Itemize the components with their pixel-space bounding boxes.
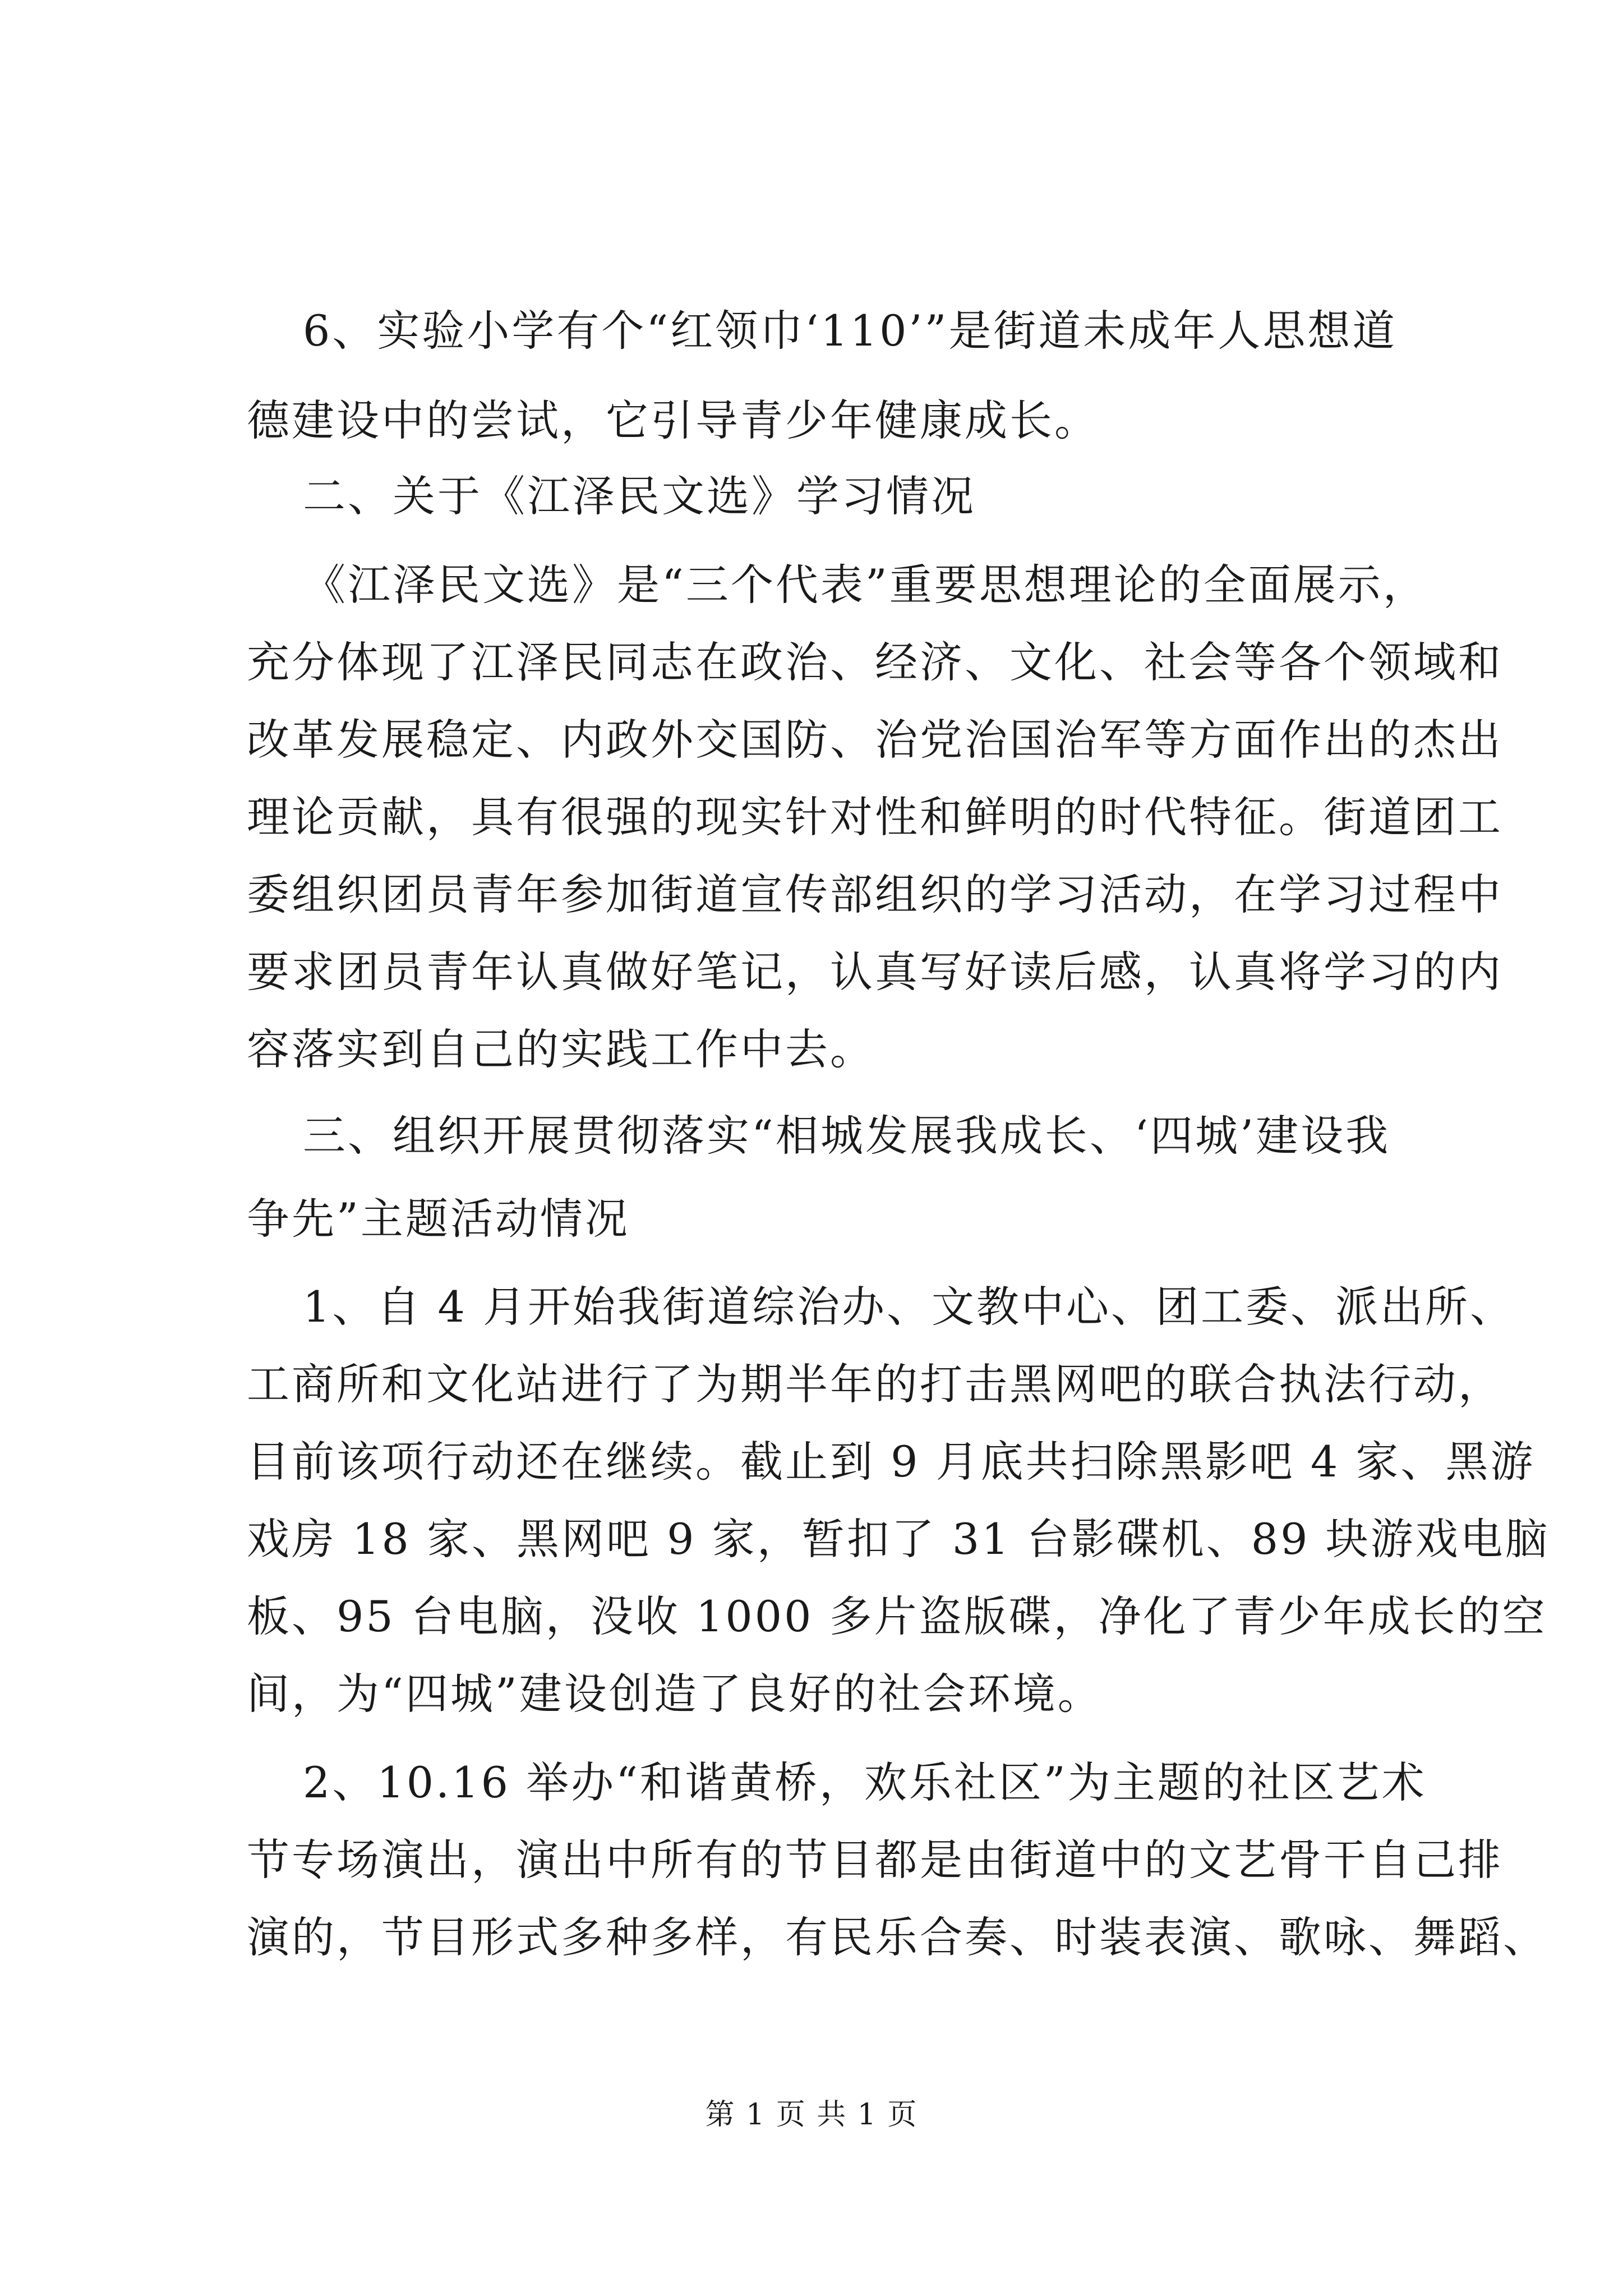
text-line: 戏房 18 家、黑网吧 9 家，暂扣了 31 台影碟机、89 块游戏电脑 (247, 1514, 1550, 1564)
text-line: 节专场演出，演出中所有的节目都是由街道中的文艺骨干自己排 (247, 1835, 1503, 1885)
text-line: 充分体现了江泽民同志在政治、经济、文化、社会等各个领域和 (247, 637, 1503, 687)
text-line: 演的，节目形式多种多样，有民乐合奏、时装表演、歌咏、舞蹈、 (247, 1912, 1548, 1962)
page-footer: 第 1 页 共 1 页 (705, 2098, 918, 2132)
text-line: 间，为“四城”建设创造了良好的社会环境。 (247, 1669, 1103, 1719)
text-line: 6、实验小学有个“红领巾‘110’”是街道未成年人思想道 (303, 306, 1398, 356)
text-line: 工商所和文化站进行了为期半年的打击黑网吧的联合执法行动， (247, 1359, 1503, 1409)
text-line: 德建设中的尝试，它引导青少年健康成长。 (247, 395, 1099, 445)
text-line: 1、自 4 月开始我街道综治办、文教中心、团工委、派出所、 (303, 1282, 1515, 1332)
text-line: 改革发展稳定、内政外交国防、治党治国治军等方面作出的杰出 (247, 715, 1503, 765)
text-line: 委组织团员青年参加街道宣传部组织的学习活动，在学习过程中 (247, 869, 1503, 919)
section-heading: 争先”主题活动情况 (247, 1194, 630, 1244)
section-heading: 三、组织开展贯彻落实“相城发展我成长、‘四城’建设我 (303, 1111, 1391, 1161)
text-line: 理论贡献，具有很强的现实针对性和鲜明的时代特征。街道团工 (247, 792, 1503, 842)
text-line: 要求团员青年认真做好笔记，认真写好读后感，认真将学习的内 (247, 947, 1503, 997)
section-heading: 二、关于《江泽民文选》学习情况 (303, 471, 976, 521)
text-line: 容落实到自己的实践工作中去。 (247, 1024, 875, 1074)
text-line: 目前该项行动还在继续。截止到 9 月底共扫除黑影吧 4 家、黑游 (247, 1437, 1536, 1487)
text-line: 《江泽民文选》是“三个代表”重要思想理论的全面展示， (303, 560, 1428, 610)
text-line: 2、10.16 举办“和谐黄桥，欢乐社区”为主题的社区艺术 (303, 1757, 1427, 1807)
text-line: 板、95 台电脑，没收 1000 多片盗版碟，净化了青少年成长的空 (247, 1591, 1547, 1641)
